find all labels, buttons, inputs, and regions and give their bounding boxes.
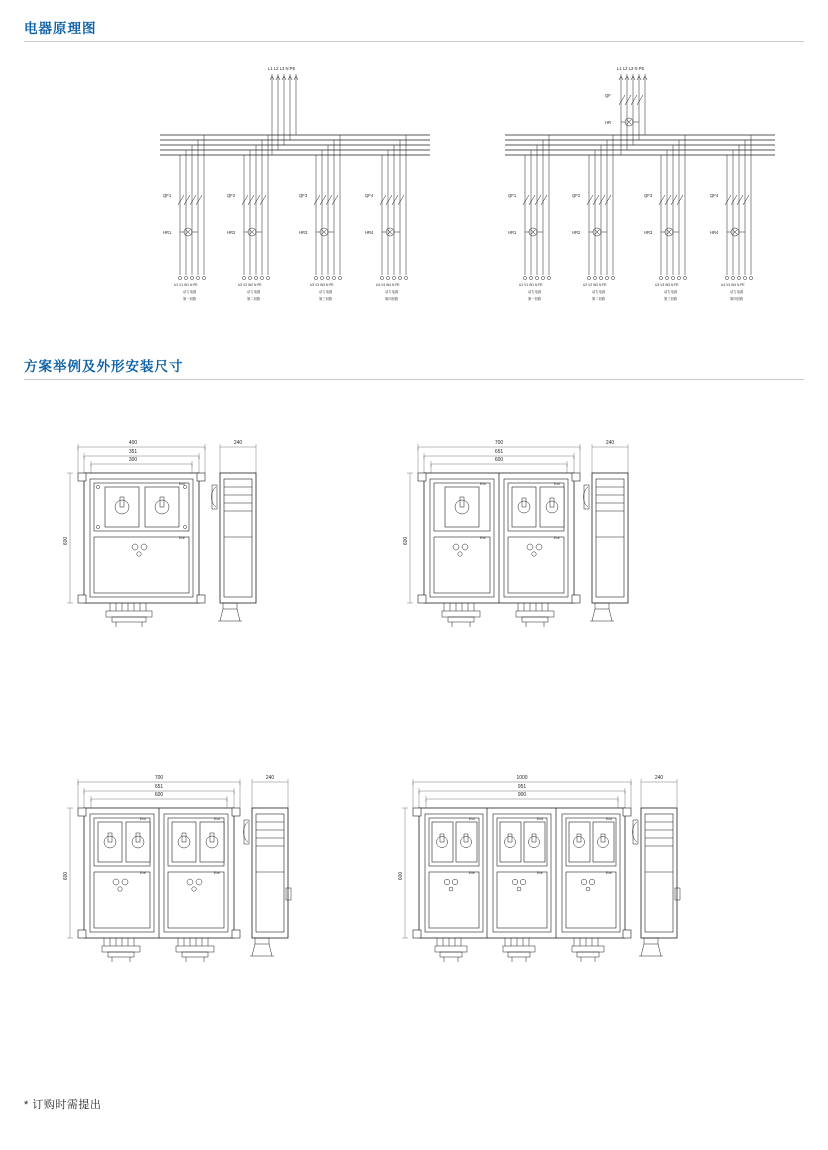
- supply-label-right: L1 L2 L3 N PE: [617, 66, 645, 71]
- mark-exd: Exd: [179, 482, 185, 486]
- branch-1: [163, 135, 206, 301]
- branch-2: [227, 135, 270, 301]
- drawing-3: [60, 760, 300, 980]
- mark-exd: Exd: [469, 817, 475, 821]
- branch-line1: 动力电源: [183, 290, 197, 294]
- branch-terminals: U2 V2 W2 N PE: [238, 283, 262, 287]
- branch-qf-label: QF1: [508, 193, 517, 198]
- mark-exe: Exe: [606, 871, 612, 875]
- mark-exd: Exd: [214, 817, 220, 821]
- branch-line1: 动力电源: [385, 290, 399, 294]
- mark-exd: Exd: [554, 482, 560, 486]
- branch-line2: 第三回路: [664, 297, 678, 301]
- section-heading-schematic: [24, 20, 804, 42]
- branch-group-left: [163, 135, 408, 301]
- dim-width-outer: 1000: [516, 775, 528, 781]
- branch-qf-label: QF3: [299, 193, 308, 198]
- branch-qf-label: QF2: [572, 193, 581, 198]
- dim-width-mid: 351: [128, 449, 138, 455]
- branch-qf-label: QF1: [163, 193, 172, 198]
- branch-qf-label: QF2: [227, 193, 236, 198]
- branch-1: [508, 135, 551, 301]
- mark-exe: Exe: [179, 536, 185, 540]
- mark-exe: Exe: [537, 871, 543, 875]
- branch-hr-label: HR4: [710, 230, 719, 235]
- branch-line2: 第二回路: [592, 297, 606, 301]
- branch-line1: 动力电源: [730, 290, 744, 294]
- branch-terminals: U4 V4 W4 N PE: [376, 283, 400, 287]
- dim-width-mid: 651: [154, 784, 164, 790]
- branch-2: [572, 135, 615, 301]
- section-heading-dimensions: [24, 358, 804, 380]
- main-switch-label: QF: [605, 93, 611, 98]
- branch-hr-label: HR3: [644, 230, 653, 235]
- branch-hr-label: HR1: [163, 230, 172, 235]
- branch-line1: 动力电源: [528, 290, 542, 294]
- branch-line2: 第二回路: [247, 297, 261, 301]
- dim-height: 600: [63, 871, 69, 881]
- mark-exe: Exe: [469, 871, 475, 875]
- dim-depth: 240: [654, 775, 664, 781]
- branch-terminals: U3 V3 W3 N PE: [310, 283, 334, 287]
- branch-hr-label: HR3: [299, 230, 308, 235]
- mark-exe: Exe: [554, 536, 560, 540]
- main-lamp-label: HR: [605, 120, 612, 125]
- branch-hr-label: HR2: [572, 230, 581, 235]
- section-title: 电器原理图: [24, 21, 97, 36]
- branch-hr-label: HR2: [227, 230, 236, 235]
- dim-depth: 240: [233, 440, 243, 446]
- mark-exe: Exe: [214, 871, 220, 875]
- branch-4: [365, 135, 408, 301]
- branch-terminals: U1 V1 W1 N PE: [174, 283, 198, 287]
- schematic-left: [150, 60, 440, 310]
- branch-line1: 动力电源: [247, 290, 261, 294]
- dim-width-outer: 400: [128, 440, 138, 446]
- dim-width-mid: 651: [494, 449, 504, 455]
- mark-exd: Exd: [140, 817, 146, 821]
- branch-hr-label: HR1: [508, 230, 517, 235]
- dim-depth: 240: [265, 775, 275, 781]
- dim-width-mid: 951: [517, 784, 527, 790]
- branch-line2: 第四回路: [730, 297, 744, 301]
- dim-width-inner: 300: [128, 457, 138, 463]
- dim-height: 600: [403, 536, 409, 546]
- branch-4: [710, 135, 753, 301]
- drawing-4: [395, 760, 685, 980]
- branch-group-right: [508, 135, 753, 301]
- branch-terminals: U4 V4 W4 N PE: [721, 283, 745, 287]
- dim-height: 600: [398, 871, 404, 881]
- branch-line2: 第一回路: [183, 297, 197, 301]
- mark-exd: Exd: [480, 482, 486, 486]
- branch-qf-label: QF4: [710, 193, 719, 198]
- schematic-right: [495, 60, 785, 310]
- branch-qf-label: QF4: [365, 193, 374, 198]
- mark-exe: Exe: [140, 871, 146, 875]
- dim-width-inner: 900: [517, 792, 527, 798]
- dim-width-inner: 600: [494, 457, 504, 463]
- footnote: * 订购时需提出: [24, 1099, 102, 1111]
- supply-label-left: L1 L2 L3 N PE: [268, 66, 296, 71]
- mark-exd: Exd: [537, 817, 543, 821]
- branch-line2: 第一回路: [528, 297, 542, 301]
- dim-depth: 240: [605, 440, 615, 446]
- branch-line1: 动力电源: [592, 290, 606, 294]
- section-rule: [24, 41, 804, 42]
- mark-exe: Exe: [480, 536, 486, 540]
- branch-line1: 动力电源: [319, 290, 333, 294]
- dim-width-outer: 700: [154, 775, 164, 781]
- dim-height: 600: [63, 536, 69, 546]
- dim-width-outer: 700: [494, 440, 504, 446]
- branch-terminals: U3 V3 W3 N PE: [655, 283, 679, 287]
- branch-line1: 动力电源: [664, 290, 678, 294]
- drawing-1: [60, 425, 270, 645]
- branch-terminals: U2 V2 W2 N PE: [583, 283, 607, 287]
- branch-3: [299, 135, 342, 301]
- dim-width-inner: 600: [154, 792, 164, 798]
- mark-exd: Exd: [606, 817, 612, 821]
- branch-terminals: U1 V1 W1 N PE: [519, 283, 543, 287]
- branch-line2: 第三回路: [319, 297, 333, 301]
- branch-line2: 第四回路: [385, 297, 399, 301]
- branch-3: [644, 135, 687, 301]
- branch-qf-label: QF3: [644, 193, 653, 198]
- branch-hr-label: HR4: [365, 230, 374, 235]
- section-rule: [24, 379, 804, 380]
- drawing-2: [400, 425, 640, 645]
- section-title: 方案举例及外形安装尺寸: [24, 359, 184, 374]
